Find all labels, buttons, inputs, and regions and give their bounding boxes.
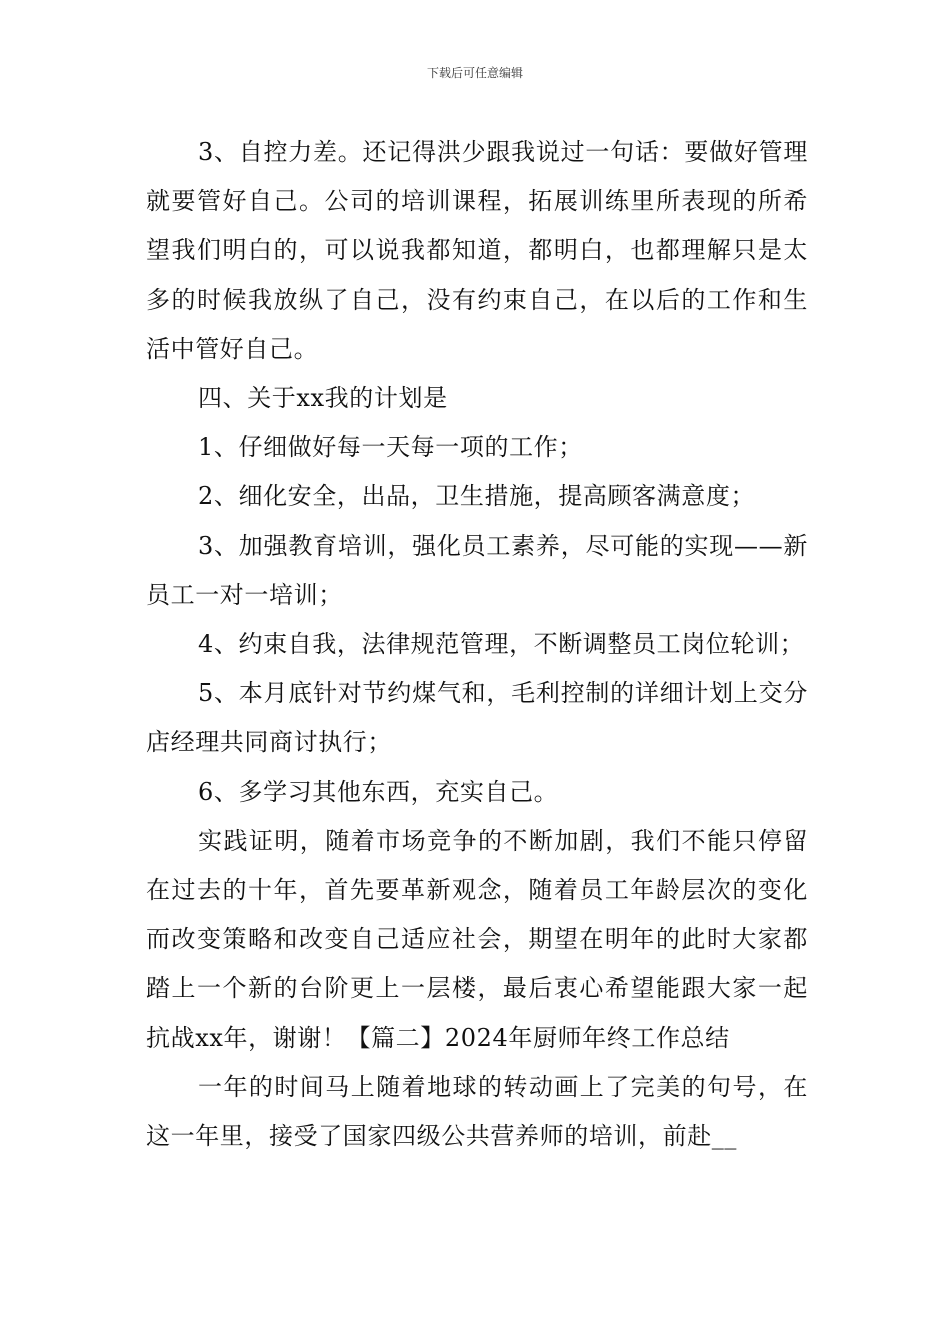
section-heading-plan: 四、关于xx我的计划是 [198, 384, 448, 413]
plan-item-5: 5、本月底针对节约煤气和，毛利控制的详细计划上交分店经理共同商讨执行； [146, 679, 808, 757]
plan-item-1: 1、仔细做好每一天每一项的工作； [198, 433, 583, 462]
paragraph-self-control: 3、自控力差。还记得洪少跟我说过一句话：要做好管理就要管好自己。公司的培训课程，拓展训练里所表现的所希望我们明白的，可以说我都知道，都明白，也都理解只是太多的时候我放纵了自己，没有约束自己，在以后的工作和生活中管好自己。 [146, 138, 808, 363]
paragraph-year-summary: 一年的时间马上随着地球的转动画上了完美的句号，在这一年里，接受了国家四级公共营养师的培训，前赴__ [146, 1072, 808, 1151]
page-header: 下载后可任意编辑 [426, 66, 523, 80]
plan-item-4: 4、约束自我，法律规范管理，不断调整员工岗位轮训； [198, 630, 805, 659]
plan-item-6: 6、多学习其他东西，充实自己。 [198, 777, 559, 806]
paragraph-conclusion: 实践证明，随着市场竞争的不断加剧，我们不能只停留在过去的十年，首先要革新观念，随着员工年龄层次的变化而改变策略和改变自己适应社会，期望在明年的此时大家都踏上一个新的台阶更上一层楼，最后衷心希望能跟大家一起抗战xx年，谢谢！【篇二】2024年厨师年终工作总结 [146, 826, 808, 1052]
plan-item-2: 2、细化安全，出品，卫生措施，提高顾客满意度； [198, 482, 756, 511]
plan-item-3: 3、加强教育培训，强化员工素养，尽可能的实现——新员工一对一培训； [146, 531, 808, 609]
document-body [146, 128, 808, 1161]
